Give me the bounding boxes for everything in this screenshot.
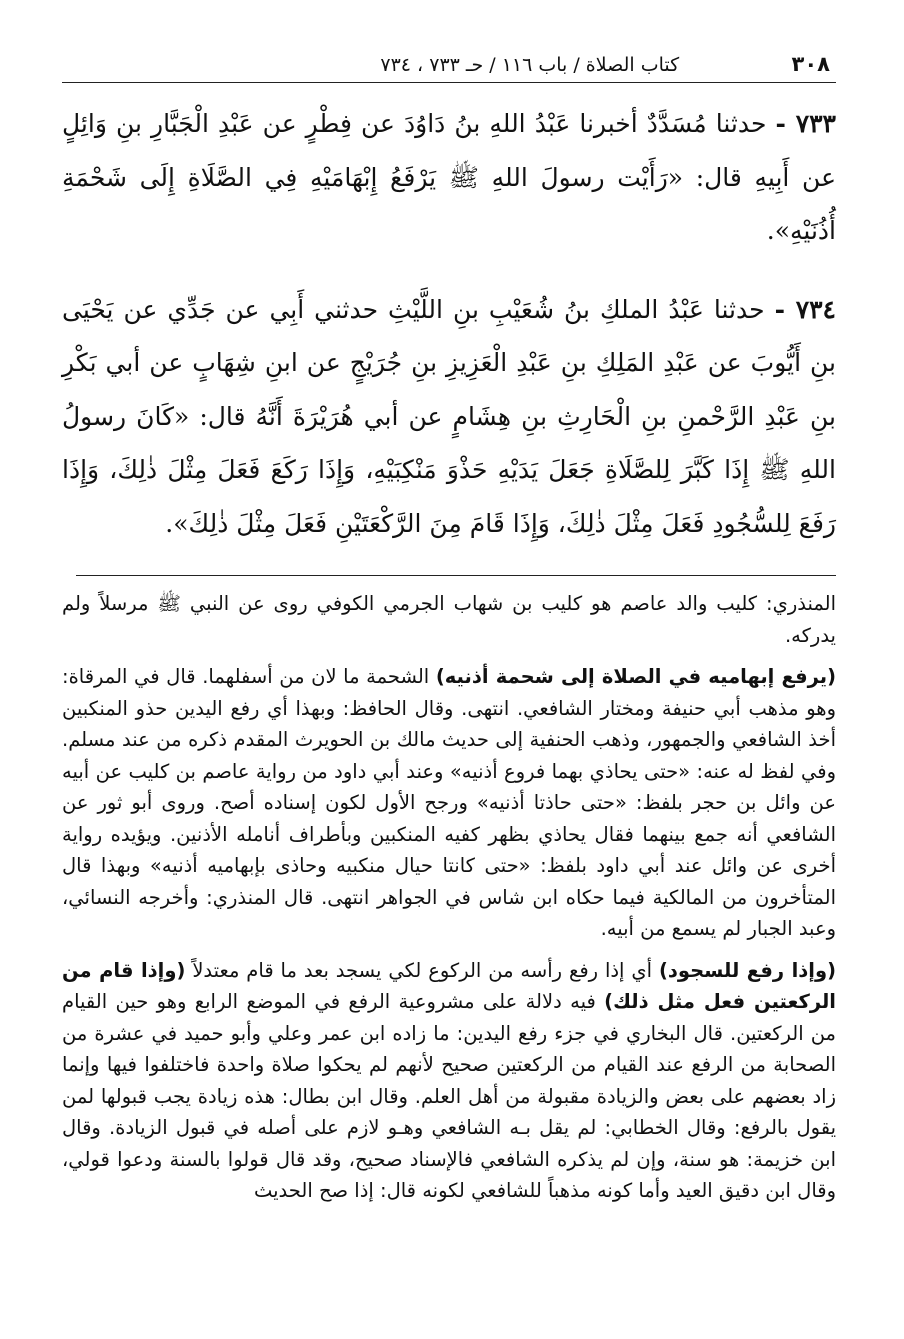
footnote-divider (76, 575, 836, 576)
commentary-paragraph (62, 588, 836, 651)
hadith-text: حدثنا عَبْدُ الملكِ بنُ شُعَيْبِ بنِ اللَّيْثِ حدثني أَبِي عن جَدِّي عن يَحْيَى بنِ أَيُّوبَ عن عَبْدِ المَلِكِ بنِ عَبْدِ الْعَزِيزِ بنِ جُرَيْجٍ عن ابنِ شِهَابٍ عن أبي بَكْرِ بنِ عَبْدِ الرَّحْمنِ بنِ الْحَارِثِ بنِ هِشَامٍ عن أبي هُرَيْرَةَ أَنَّهُ قال: «كَانَ رسولُ اللهِ ﷺ إِذَا كَبَّرَ لِلصَّلَاةِ جَعَلَ يَدَيْهِ حَذْوَ مَنْكِبَيْهِ، وَإِذَا رَكَعَ فَعَلَ مِثْلَ ذٰلِكَ، وَإِذَا رَفَعَ لِلسُّجُودِ فَعَلَ مِثْلَ ذٰلِكَ، وَإِذَا قَامَ مِنَ الرَّكْعَتَيْنِ فَعَلَ مِثْلَ ذٰلِكَ». (62, 294, 836, 538)
commentary-lead: (وإذا قام من الركعتين فعل مثل ذلك) (62, 958, 836, 1013)
hadith-number: ٧٣٤ - (774, 294, 836, 324)
hadith-733 (62, 97, 836, 258)
commentary-text: الشحمة ما لان من أسفلهما. قال في المرقاة: وهو مذهب أبي حنيفة ومختار الشافعي. انتهى. وقال الحافظ: وبهذا أي رفع اليدين حذو المنكبين أخذ الشافعي والجمهور، وذهب الحنفية إلى حديث مالك بن الحويرث المقدم ذكره من عند مسلم. وفي لفظ له عنه: «حتى يحاذي بهما فروع أذنيه» وعند أبي داود من رواية عاصم بن كليب عن أبيه عن وائل بن حجر بلفظ: «حتى حاذتا أذنيه» ورجح الأول لكون إسناده أصح. وروى أبو ثور عن الشافعي أنه جمع بينهما فقال يحاذي بظهر كفيه المنكبين وبأطراف أنامله الأذنين. ويؤيده رواية أخرى عن وائل عند أبي داود بلفظ: «حتى كانتا حيال منكبيه وحاذى بإبهاميه أذنيه» وبهذا قال المتأخرون من المالكية فيما حكاه ابن شاس في الجواهر انتهى. قال المنذري: وأخرجه النسائي، وعبد الجبار لم يسمع من أبيه. (62, 665, 836, 940)
hadith-734 (62, 283, 836, 551)
section-title: كتاب الصلاة / باب ١١٦ / حـ ٧٣٣ ، ٧٣٤ (380, 54, 680, 76)
page-number: ٣٠٨ (791, 52, 830, 76)
commentary-lead: (يرفع إبهاميه في الصلاة إلى شحمة أذنيه) (435, 665, 836, 688)
commentary-paragraph (62, 955, 836, 1207)
commentary-text: المنذري: كليب والد عاصم هو كليب بن شهاب الجرمي الكوفي روى عن النبي ﷺ مرسلاً ولم يدركه. (62, 592, 836, 647)
commentary-text: أي إذا رفع رأسه من الركوع لكي يسجد بعد ما قام معتدلاً (192, 958, 653, 982)
hadith-text: حدثنا مُسَدَّدٌ أخبرنا عَبْدُ اللهِ بنُ دَاوُدَ عن فِطْرٍ عن عَبْدِ الْجَبَّارِ بنِ وَائِلٍ عن أَبِيهِ قال: «رَأَيْت رسولَ اللهِ ﷺ يَرْفَعُ إِبْهَامَيْهِ فِي الصَّلَاةِ إِلَى شَحْمَةِ أُذُنَيْهِ». (62, 109, 836, 245)
hadith-number: ٧٣٣ - (775, 109, 836, 138)
commentary-text: فيه دلالة على مشروعية الرفع في الموضع الرابع وهو حين القيام من الركعتين. قال البخاري في جزء رفع اليدين: ما زاده ابن عمر وعلي وأبو حميد في عشرة من الصحابة من الرفع عند القيام من الركعتين صحيح لأنهم لم يحكوا صلاة واحدة فاختلفوا فيها وإنما زاد بعضهم على بعض والزيادة مقبولة من أهل العلم. وقال ابن بطال: هذه زيادة يجب قبولها لمن يقول بالرفع: وقال الخطابي: لم يقل بـه الشافعي وهـو لازم على أصله في قبول الزيادة. وقال ابن خزيمة: هو سنة، وإن لم يذكره الشافعي فالإسناد صحيح، وقد قال قولوا بالسنة ودعوا قولي، وقال ابن دقيق العيد وأما كونه مذهباً للشافعي لكونه قال: إذا صح الحديث (62, 990, 836, 1202)
commentary-paragraph (62, 661, 836, 945)
running-header (62, 52, 836, 83)
commentary-lead: (وإذا رفع للسجود) (658, 958, 836, 982)
